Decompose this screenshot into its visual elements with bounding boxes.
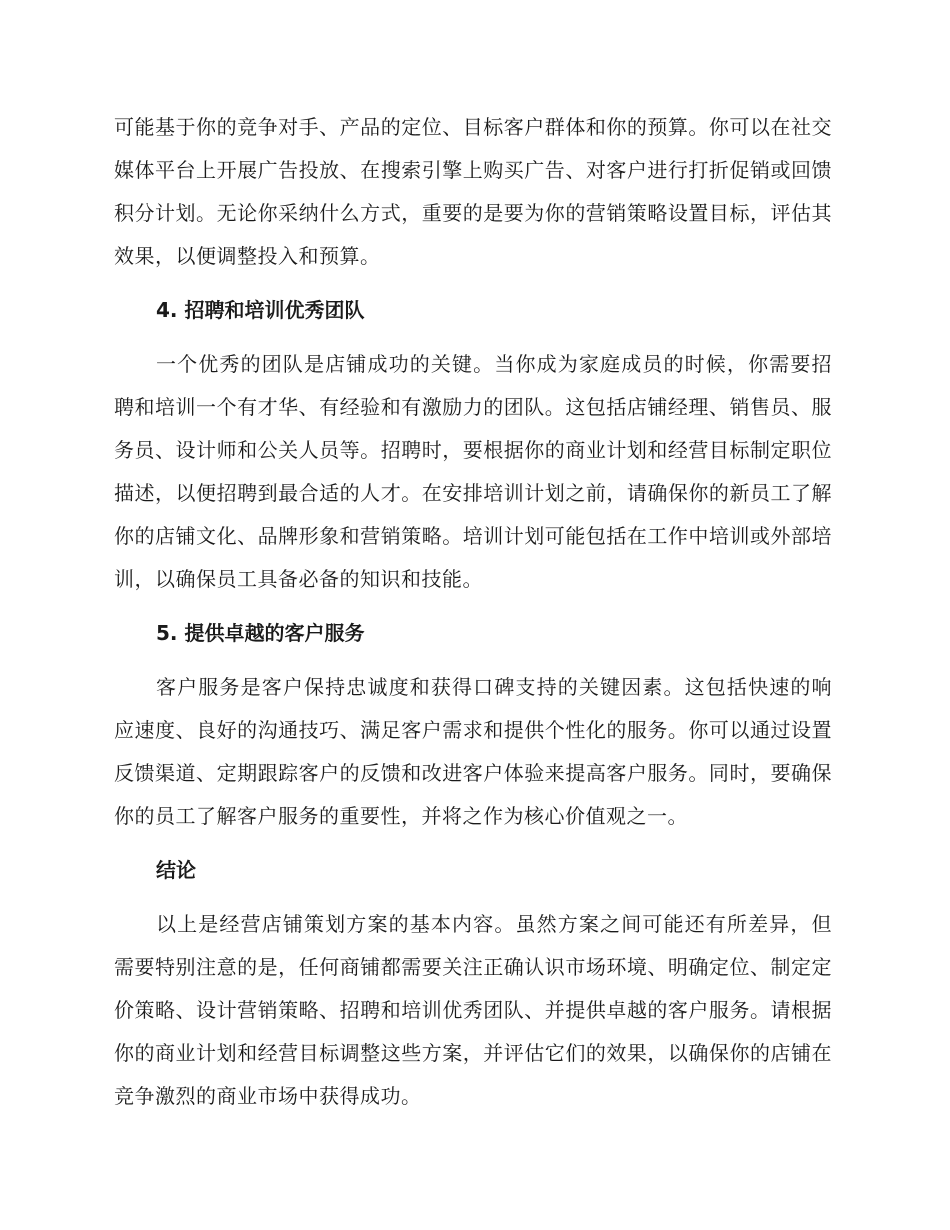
paragraph-marketing-continued: 可能基于你的竞争对手、产品的定位、目标客户群体和你的预算。你可以在社交媒体平台上开展广告投放、在搜索引擎上购买广告、对客户进行打折促销或回馈积分计划。无论你采纳什么方式，重要的是要为你的营销策略设置目标，评估其效果，以便调整投入和预算。: [114, 115, 832, 268]
paragraph-team: 一个优秀的团队是店铺成功的关键。当你成为家庭成员的时候，你需要招聘和培训一个有才华、有经验和有激励力的团队。这包括店铺经理、销售员、服务员、设计师和公关人员等。招聘时，要根据你的商业计划和经营目标制定职位描述，以便招聘到最合适的人才。在安排培训计划之前，请确保你的新员工了解你的店铺文化、品牌形象和营销策略。培训计划可能包括在工作中培训或外部培训，以确保员工具备必备的知识和技能。: [114, 352, 832, 591]
document-body: [114, 106, 832, 1118]
paragraph-conclusion: 以上是经营店铺策划方案的基本内容。虽然方案之间可能还有所差异，但需要特别注意的是，任何商铺都需要关注正确认识市场环境、明确定位、制定定价策略、设计营销策略、招聘和培训优秀团队、并提供卓越的客户服务。请根据你的商业计划和经营目标调整这些方案，并评估它们的效果，以确保你的店铺在竞争激烈的商业市场中获得成功。: [114, 912, 832, 1108]
section-heading-team: 4. 招聘和培训优秀团队: [156, 298, 365, 322]
paragraph-service: 客户服务是客户保持忠诚度和获得口碑支持的关键因素。这包括快速的响应速度、良好的沟通技巧、满足客户需求和提供个性化的服务。你可以通过设置反馈渠道、定期跟踪客户的反馈和改进客户体验来提高客户服务。同时，要确保你的员工了解客户服务的重要性，并将之作为核心价值观之一。: [114, 675, 832, 828]
section-heading-conclusion: 结论: [156, 858, 196, 882]
section-heading-service: 5. 提供卓越的客户服务: [156, 621, 365, 645]
